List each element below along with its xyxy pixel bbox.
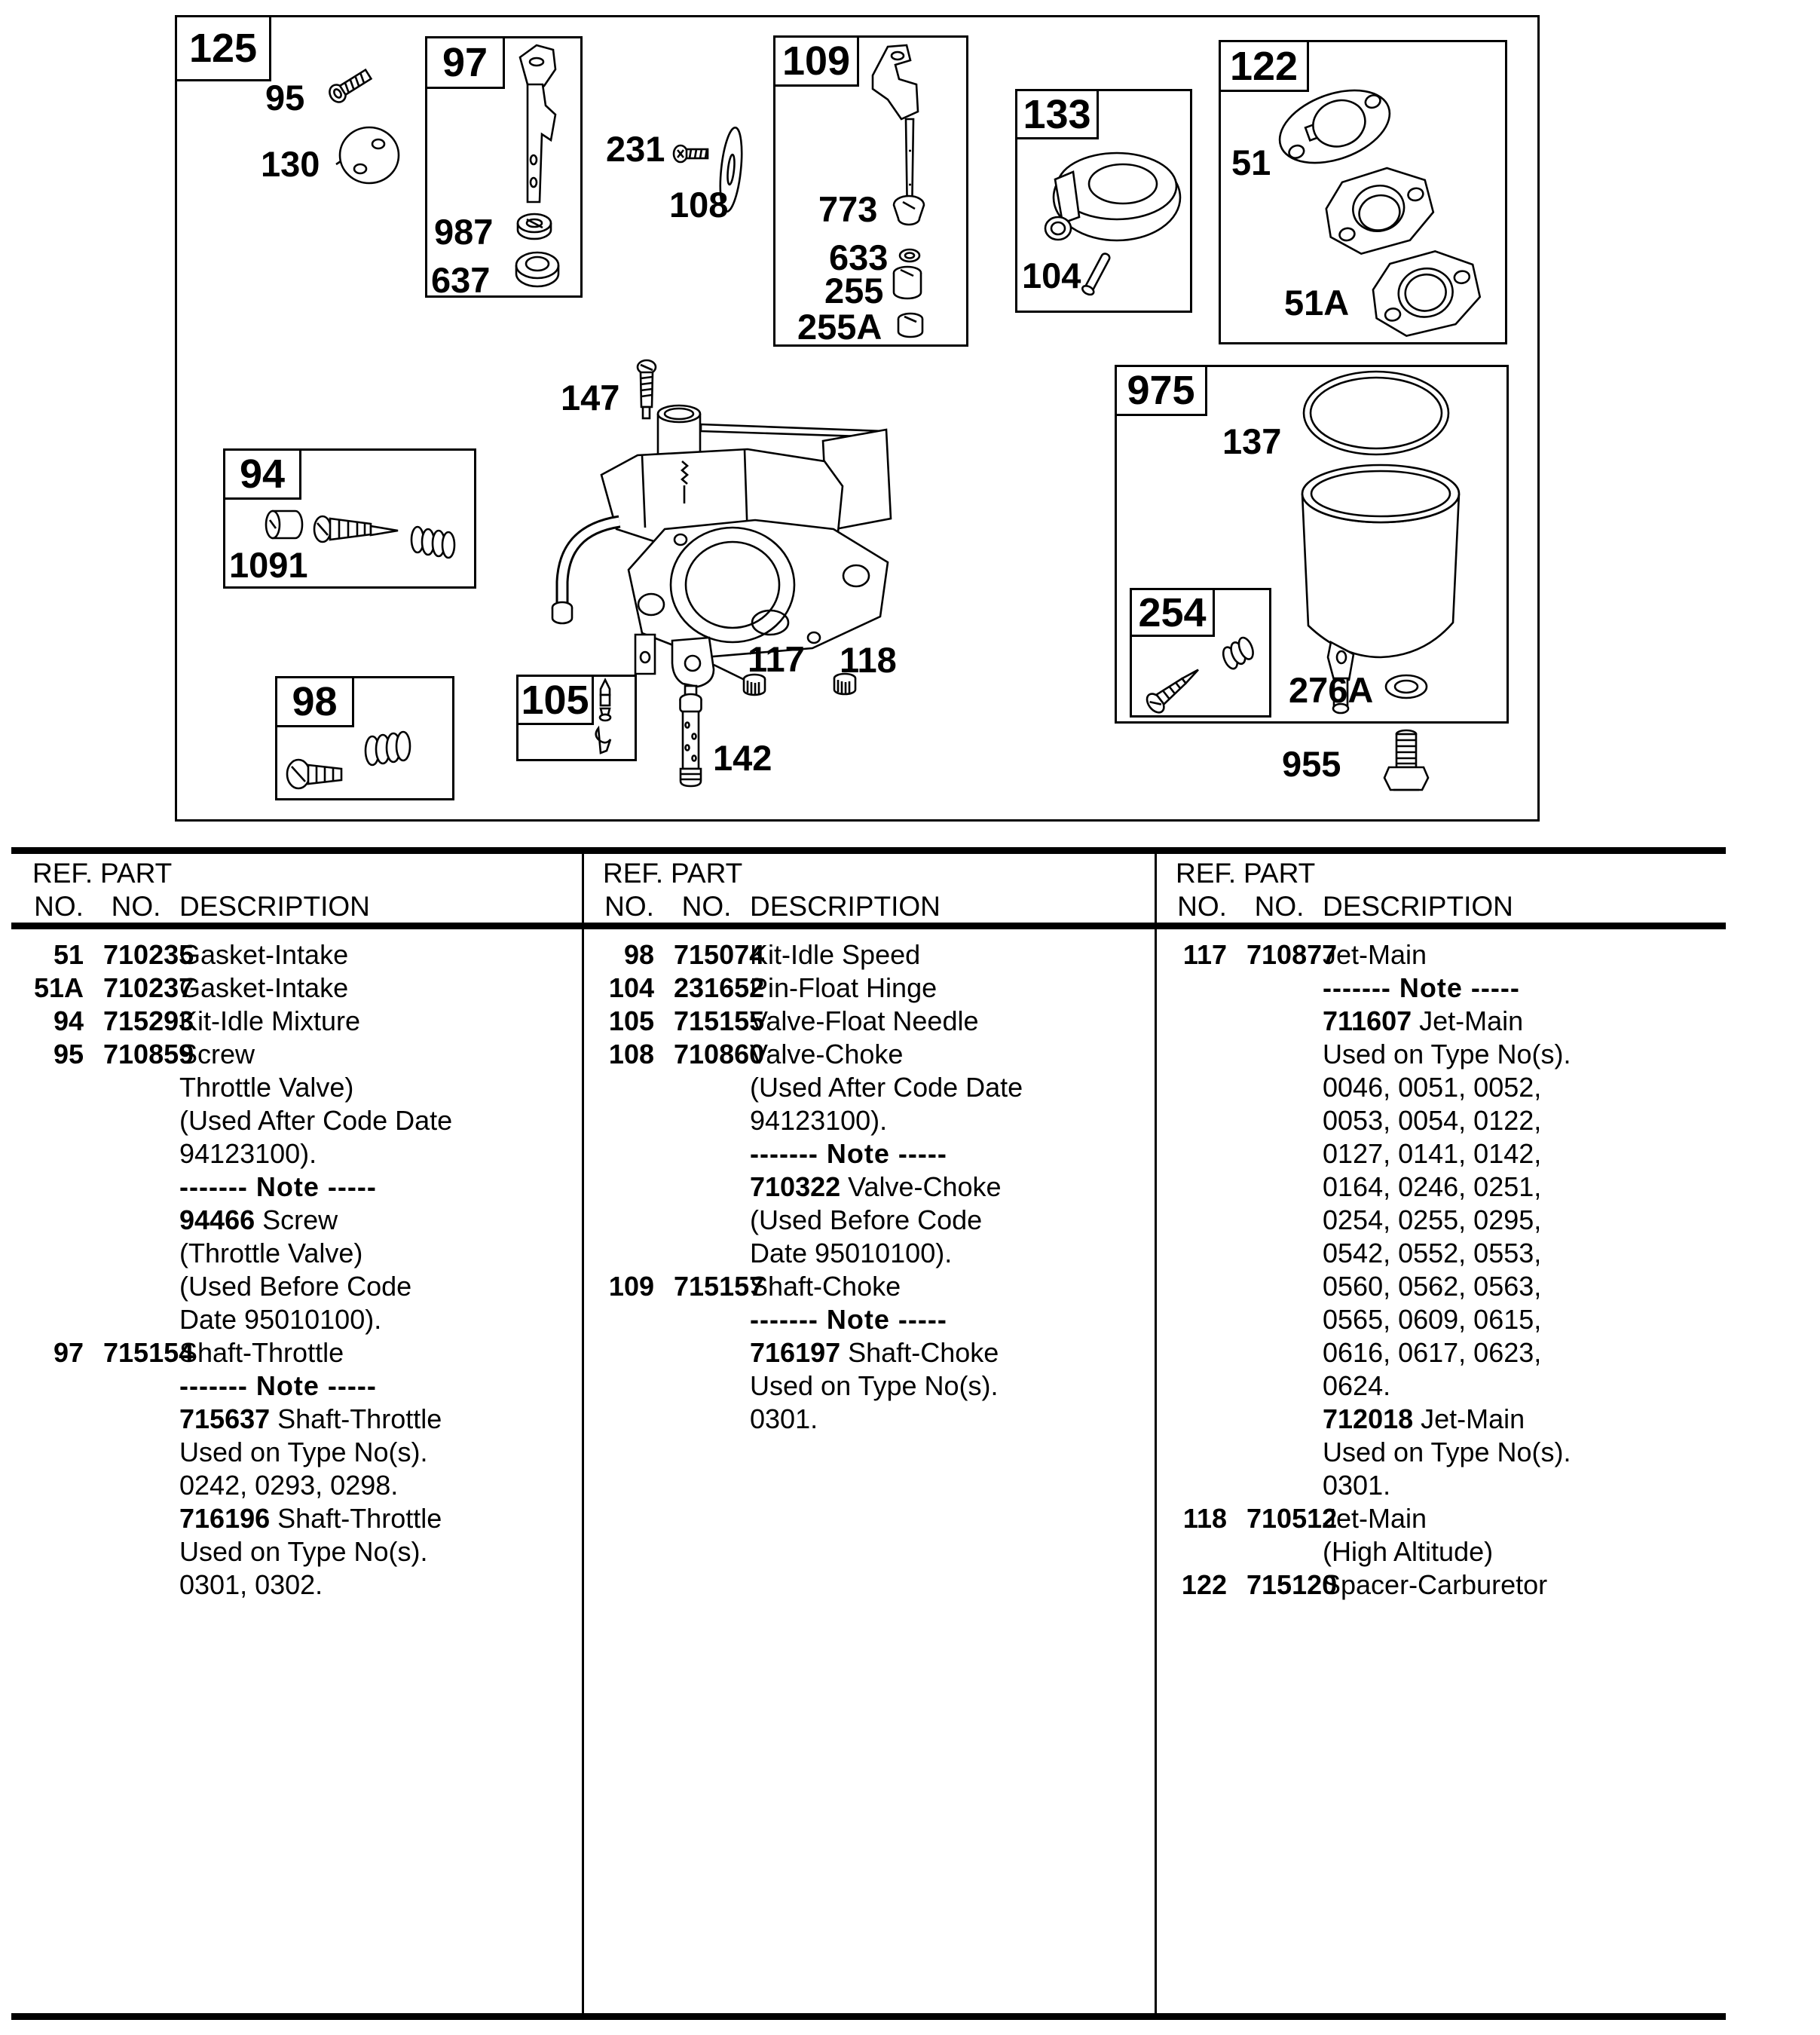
column-header: DESCRIPTION [179, 891, 370, 922]
part-no: 710235 [103, 939, 194, 970]
ref-no: 105 [608, 1005, 654, 1036]
description: 0164, 0246, 0251, [1323, 1171, 1542, 1202]
column-header: NO. [1177, 891, 1227, 922]
part-no: 715154 [103, 1337, 194, 1368]
description: Used on Type No(s). [1323, 1437, 1571, 1467]
description: 0301. [1323, 1470, 1391, 1501]
description: 0616, 0617, 0623, [1323, 1337, 1542, 1368]
description: Date 95010100). [179, 1304, 382, 1335]
part-number-label-147: 147 [561, 378, 620, 418]
description: Spacer-Carburetor [1323, 1569, 1548, 1600]
column-header: DESCRIPTION [750, 891, 941, 922]
description: Pin-Float Hinge [750, 972, 938, 1003]
part-number-label-255A: 255A [797, 307, 882, 347]
table-row [11, 1138, 569, 1171]
ref-no: 51A [33, 972, 84, 1003]
description: Jet-Main [1323, 1503, 1427, 1534]
description: 0301. [750, 1403, 818, 1434]
part-number-label-633: 633 [829, 237, 889, 277]
ref-no: 109 [608, 1271, 654, 1302]
description: Used on Type No(s). [179, 1536, 428, 1567]
part-number-label-276A: 276A [1289, 670, 1374, 710]
leader-line-117 [714, 665, 745, 680]
description: (Used After Code Date [750, 1072, 1023, 1103]
table-row [1155, 1370, 1712, 1403]
table-row [582, 1171, 1139, 1204]
table-top-rule [11, 847, 1726, 854]
description: 0560, 0562, 0563, [1323, 1271, 1542, 1302]
group-label-975: 975 [1115, 365, 1207, 416]
part-no: 710860 [674, 1039, 765, 1070]
part-number-label-95: 95 [265, 78, 305, 118]
table-row [582, 1005, 1139, 1039]
group-label-133: 133 [1015, 89, 1099, 139]
column-header: NO. [1254, 891, 1305, 922]
ref-no: 117 [1182, 939, 1227, 970]
part-number-label-51: 51 [1231, 142, 1271, 182]
table-row [1155, 972, 1712, 1005]
table-row [1155, 1171, 1712, 1204]
description: (High Altitude) [1323, 1536, 1494, 1567]
description: (Throttle Valve) [179, 1238, 363, 1268]
note-line: ------- Note ----- [179, 1171, 377, 1202]
table-row [582, 1204, 1139, 1238]
table-row [1155, 1072, 1712, 1105]
note-line: ------- Note ----- [179, 1370, 377, 1401]
column-header: DESCRIPTION [1323, 891, 1513, 922]
description: 0301, 0302. [179, 1569, 323, 1600]
group-label-94: 94 [223, 448, 301, 500]
part-number-label-987: 987 [434, 212, 494, 252]
table-row [1155, 1304, 1712, 1337]
table-row [11, 972, 569, 1005]
description: 715637 Shaft-Throttle [179, 1403, 442, 1434]
description: 716197 Shaft-Choke [750, 1337, 999, 1368]
table-row [1155, 1039, 1712, 1072]
description: Shaft-Choke [750, 1271, 901, 1302]
part-no: 710237 [103, 972, 194, 1003]
part-number-label-255: 255 [824, 271, 884, 311]
table-row [1155, 1437, 1712, 1470]
group-label-97: 97 [425, 36, 505, 89]
description: 712018 Jet-Main [1323, 1403, 1525, 1434]
table-row [1155, 1238, 1712, 1271]
description: Date 95010100). [750, 1238, 953, 1268]
part-no: 715155 [674, 1005, 765, 1036]
table-row [582, 972, 1139, 1005]
description: Kit-Idle Mixture [179, 1005, 361, 1036]
description: 0542, 0552, 0553, [1323, 1238, 1542, 1268]
part-number-label-231: 231 [606, 129, 665, 169]
ref-no: 97 [53, 1337, 84, 1368]
column-header: REF. [32, 858, 93, 889]
table-row [11, 1005, 569, 1039]
ref-no: 104 [608, 972, 654, 1003]
ref-no: 108 [608, 1039, 654, 1070]
part-number-label-118: 118 [840, 640, 897, 680]
part-number-label-130: 130 [261, 144, 320, 184]
description: Gasket-Intake [179, 972, 349, 1003]
table-row [11, 1403, 569, 1437]
screw-icon-231 [674, 145, 708, 162]
note-line: ------- Note ----- [1323, 972, 1520, 1003]
note-line: ------- Note ----- [750, 1138, 947, 1169]
table-row [11, 1437, 569, 1470]
table-row [582, 1370, 1139, 1403]
table-row [582, 1403, 1139, 1437]
column-header: PART [671, 858, 743, 889]
table-row [1155, 1337, 1712, 1370]
column-header: PART [1243, 858, 1316, 889]
table-row [1155, 1271, 1712, 1304]
table-row [11, 1569, 569, 1602]
table-row [11, 1536, 569, 1569]
table-row [1155, 1569, 1712, 1602]
table-header-rule [11, 923, 1726, 929]
description: 0127, 0141, 0142, [1323, 1138, 1542, 1169]
table-row [582, 939, 1139, 972]
table-row [1155, 1403, 1712, 1437]
description: 716196 Shaft-Throttle [179, 1503, 442, 1534]
table-row [1155, 939, 1712, 972]
table-row [582, 1072, 1139, 1105]
table-row [1155, 1005, 1712, 1039]
part-number-label-117: 117 [748, 639, 805, 679]
table-row [11, 1039, 569, 1072]
ref-no: 122 [1181, 1569, 1227, 1600]
description: 0565, 0609, 0615, [1323, 1304, 1542, 1335]
description: 0053, 0054, 0122, [1323, 1105, 1542, 1136]
ref-no: 118 [1182, 1503, 1227, 1534]
part-number-label-137: 137 [1222, 421, 1282, 461]
table-row [1155, 1470, 1712, 1503]
screw-icon-147 [638, 360, 656, 418]
table-row [582, 1304, 1139, 1337]
part-no: 715074 [674, 939, 765, 970]
description: Shaft-Throttle [179, 1337, 344, 1368]
description: 710322 Valve-Choke [750, 1171, 1002, 1202]
description: Throttle Valve) [179, 1072, 354, 1103]
bowl-bolt-icon-955 [1384, 730, 1428, 790]
description: 94123100). [179, 1138, 317, 1169]
part-number-label-51A: 51A [1284, 283, 1350, 323]
description: Gasket-Intake [179, 939, 349, 970]
part-no: 231652 [674, 972, 765, 1003]
column-header: NO. [34, 891, 84, 922]
table-row [1155, 1204, 1712, 1238]
ref-no: 94 [53, 1005, 84, 1036]
part-no: 710512 [1246, 1503, 1338, 1534]
ref-no: 98 [623, 939, 654, 970]
table-row [11, 1238, 569, 1271]
table-row [11, 939, 569, 972]
table-row [582, 1138, 1139, 1171]
description: (Used Before Code [750, 1204, 983, 1235]
description: Used on Type No(s). [1323, 1039, 1571, 1070]
description: Jet-Main [1323, 939, 1427, 970]
part-number-label-637: 637 [431, 260, 491, 300]
ref-no: 95 [53, 1039, 84, 1070]
part-no: 710877 [1246, 939, 1338, 970]
table-row [11, 1370, 569, 1403]
screw-icon-95 [326, 66, 373, 105]
part-no: 715120 [1246, 1569, 1338, 1600]
description: 94123100). [750, 1105, 888, 1136]
part-number-label-1091: 1091 [229, 545, 308, 585]
part-no: 715157 [674, 1271, 765, 1302]
group-label-98: 98 [275, 676, 354, 727]
group-label-254: 254 [1130, 588, 1215, 637]
part-no: 710859 [103, 1039, 194, 1070]
group-label-122: 122 [1219, 40, 1309, 92]
part-number-label-104: 104 [1022, 256, 1081, 295]
column-header: PART [100, 858, 173, 889]
table-row [11, 1105, 569, 1138]
part-number-label-773: 773 [818, 189, 878, 229]
group-label-105: 105 [516, 675, 594, 725]
description: 711607 Jet-Main [1323, 1005, 1524, 1036]
part-number-label-955: 955 [1282, 744, 1341, 784]
column-header: NO. [681, 891, 732, 922]
throttle-plate-icon-130 [336, 127, 399, 183]
table-row [582, 1105, 1139, 1138]
column-header: NO. [111, 891, 161, 922]
table-row [11, 1304, 569, 1337]
description: (Used After Code Date [179, 1105, 453, 1136]
description: 0624. [1323, 1370, 1391, 1401]
part-no: 715293 [103, 1005, 194, 1036]
table-row [582, 1271, 1139, 1304]
table-row [1155, 1105, 1712, 1138]
table-row [11, 1271, 569, 1304]
description: Valve-Choke [750, 1039, 904, 1070]
description: 94466 Screw [179, 1204, 338, 1235]
table-row [11, 1470, 569, 1503]
description: Kit-Idle Speed [750, 939, 921, 970]
group-label-125: 125 [175, 15, 271, 81]
table-row [11, 1204, 569, 1238]
description: 0046, 0051, 0052, [1323, 1072, 1542, 1103]
column-header: NO. [604, 891, 654, 922]
description: Used on Type No(s). [179, 1437, 428, 1467]
description: Used on Type No(s). [750, 1370, 999, 1401]
table-row [1155, 1503, 1712, 1536]
table-row [582, 1238, 1139, 1271]
group-label-109: 109 [773, 35, 859, 87]
table-bottom-rule [11, 2013, 1726, 2020]
column-header: REF. [603, 858, 664, 889]
table-row [11, 1171, 569, 1204]
part-number-label-142: 142 [713, 738, 772, 778]
column-header: REF. [1176, 858, 1237, 889]
table-row [11, 1503, 569, 1536]
table-row [11, 1337, 569, 1370]
note-line: ------- Note ----- [750, 1304, 947, 1335]
description: 0242, 0293, 0298. [179, 1470, 399, 1501]
description: Screw [179, 1039, 255, 1070]
ref-no: 51 [53, 939, 84, 970]
table-row [582, 1039, 1139, 1072]
table-row [11, 1072, 569, 1105]
description: Valve-Float Needle [750, 1005, 979, 1036]
description: 0254, 0255, 0295, [1323, 1204, 1542, 1235]
description: (Used Before Code [179, 1271, 412, 1302]
table-row [582, 1337, 1139, 1370]
part-number-label-108: 108 [669, 185, 729, 225]
table-row [1155, 1138, 1712, 1171]
table-row [1155, 1536, 1712, 1569]
main-jet-tube-icon-142 [681, 686, 702, 786]
